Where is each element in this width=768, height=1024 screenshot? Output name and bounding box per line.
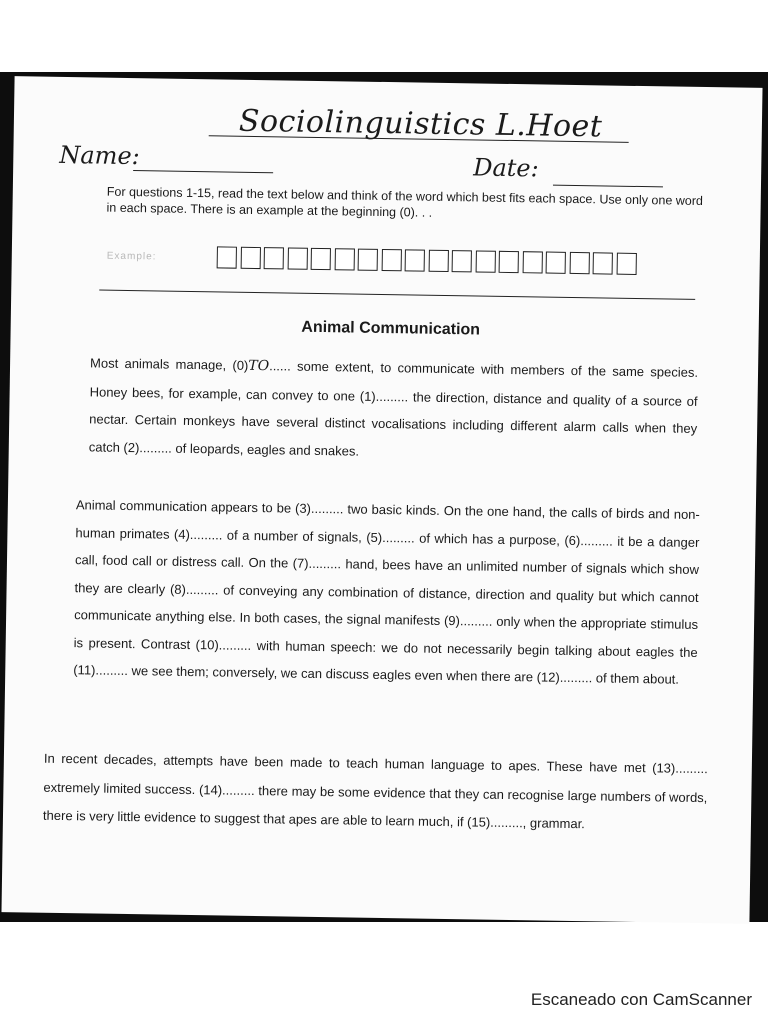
answer-box (475, 250, 495, 272)
answer-box (358, 249, 378, 271)
handwritten-answer-0: TO (248, 357, 270, 375)
paragraph-2: Animal communication appears to be (3)......... two basic kinds. On the one hand, the calls of birds and non-human primates (4)......... of a number of signals, (5)......... of which has a purpose, (6)......... it be a danger call, food call or distress call. On the (7)......... hand, bees have an unlimited number of signals which show they are clearly (8)......... of conveying any combination of distance, direction and quality but which cannot communicate anything else. In both cases, the signal manifests (9)......... only when the appropriate stimulus is present. Contrast (10)......... with human speech: we do not necessarily begin talking about eagles the (11)......... we see them; conversely, we can discuss eagles even when there are (12)......... of them about. (73, 497, 700, 687)
answer-box (217, 246, 237, 268)
answer-box (616, 253, 636, 275)
paragraph-1 (89, 349, 699, 470)
answer-box (264, 247, 284, 269)
handwritten-title: Sociolinguistics L.Hoet (238, 103, 603, 145)
paragraph-1-start: Most animals manage, (0) (89, 355, 249, 373)
answer-box (569, 252, 589, 274)
date-field-line (553, 185, 663, 188)
name-label: Name: (59, 140, 140, 171)
answer-box (311, 248, 331, 270)
answer-box (287, 247, 307, 269)
answer-box (405, 249, 425, 271)
answer-box (522, 251, 542, 273)
section-divider (99, 290, 695, 300)
answer-box (499, 251, 519, 273)
answer-box (334, 248, 354, 270)
answer-boxes (217, 246, 640, 275)
top-margin (0, 0, 768, 72)
answer-box (452, 250, 472, 272)
answer-box (381, 249, 401, 271)
answer-box (593, 252, 613, 274)
answer-box (240, 247, 260, 269)
date-label: Date: (473, 153, 539, 183)
answer-box (546, 252, 566, 274)
answer-box (428, 250, 448, 272)
worksheet-page (1, 76, 762, 924)
name-field-line (133, 170, 273, 173)
camscanner-footer: Escaneado con CamScanner (530, 990, 752, 1009)
example-label: Example: (106, 250, 157, 262)
example-row (107, 244, 640, 276)
section-title: Animal Communication (301, 318, 481, 339)
paragraph-1-rest: ...... some extent, to communicate with members of the same species. Honey bees, for example, can convey to one (1)......... the direction, distance and quality of a source of nectar. Certain monkeys have several distinct vocalisations including different alarm calls when they catch (2)......... of leopards, eagles and snakes. (88, 358, 699, 459)
paragraph-3: In recent decades, attempts have been made to teach human language to apes. These have met (13)......... extremely limited success. (14)......... there may be some evidence that they can recognise large numbers of words, there is very little evidence to suggest that apes are able to learn much, if (15)........., grammar. (42, 750, 708, 832)
instructions-text: For questions 1-15, read the text below and think of the word which best fits each space. Use only one word in each space. There is an example at the beginning (0). . . (106, 184, 704, 220)
